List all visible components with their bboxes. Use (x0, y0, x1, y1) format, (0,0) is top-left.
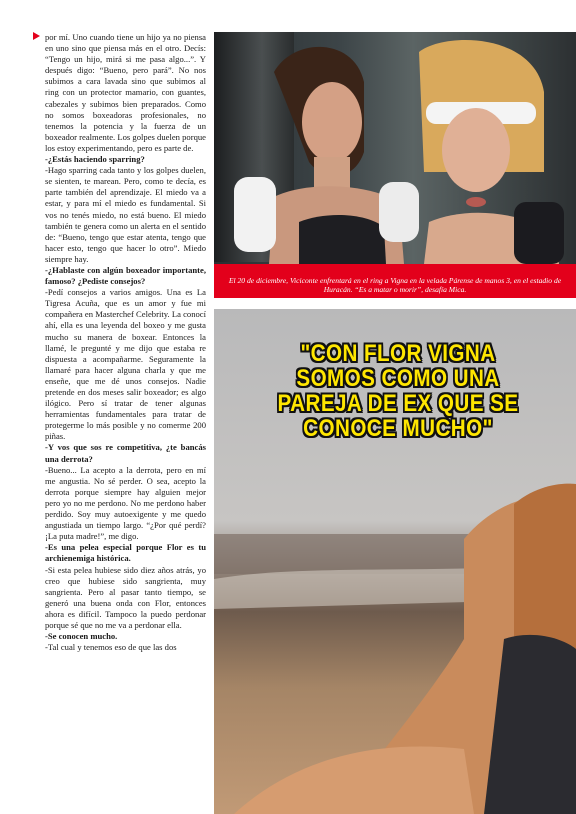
paragraph: por mí. Uno cuando tiene un hijo ya no piensa en uno sino que piensa más en el otro. Decís: “Tengo un hijo, mirá si me pasa algo...”. Y después digo: “Bueno, pero pará”. No nos subimos a cara lavada sino que subimos al ring con un protector mamario, con guantes, cabezales y subimos bien preparados. Como no somos boxeadoras profesionales, no tenemos la potencia y la fuerza de un boxeador realmente. Los golpes duelen porque los estoy experimentando, pero es parte de. (45, 32, 206, 153)
question: -¿Hablaste con algún boxeador importante, famoso? ¿Pediste consejos? (45, 264, 206, 287)
paragraph: -Si esta pelea hubiese sido diez años atrás, yo creo que hubiese sido sangrienta, muy sangrienta. Pero al pasar tanto tiempo, se generó una buena onda con Flor, entonces ahora es difícil. Tampoco la puedo perdonar porque sé que no me va a perdonar ella. (45, 564, 206, 630)
boxers-illustration (214, 32, 576, 298)
pull-quote-headline: "CON FLOR VIGNA SOMOS COMO UNA PAREJA DE EX QUE SE CONOCE MUCHO" (277, 340, 519, 442)
article-column (45, 32, 206, 814)
paragraph: -Bueno... La acepto a la derrota, pero en mí me angustia. No sé perder. O sea, acepto la derrota porque siempre hay alguien mejor pero yo no me perdono. No me perdono haber perdido. Soy muy autoexigente y me quedo angustiada un tiempo largo. “¿Por qué perdí? ¡La puta madre!”, me digo. (45, 464, 206, 542)
question: -Se conocen mucho. (45, 631, 118, 642)
beach-photo (214, 309, 576, 814)
question: -Y vos que sos re competitiva, ¿te bancás una derrota? (45, 442, 206, 464)
question: -Es una pelea especial porque Flor es tu archienemiga histórica. (45, 542, 206, 564)
photo-caption: El 20 de diciembre, Viciconte enfrentará en el ring a Vigna en la velada Párense de manos 3, en el estadio de Huracán. “Es a matar o morir”, desafía Mica. (228, 275, 562, 295)
paragraph: -Tal cual y tenemos eso de que las dos (45, 642, 177, 653)
question: -¿Estás haciendo sparring? (45, 154, 145, 165)
paragraph: -Pedí consejos a varios amigos. Una es La Tigresa Acuña, que es un amor y fue mi compañera en Masterchef Celebrity. La conocí ahí, ella es una leyenda del boxeo y me gusta mucho su manera de boxear. Entonces la llamé, le pregunté y me dijo que estaba re dispuesta a acompañarme. Seguramente la llamaré para hacer alguna charla y que me enseñe, que me dé unos consejos. Nadie pretende en dos meses salir boxeador; es algo ilógico. Pero sí tratar de tener algunas herramientas fundamentales para tratar de protegerme lo más posible y no comerme 200 piñas. (45, 287, 206, 442)
paragraph: -Hago sparring cada tanto y los golpes duelen, se sienten, te marean. Pero, como te decía, es parte también del aprendizaje. El miedo va a estar, y para mí el miedo es fundamental. Si vos no tenés miedo, no está bueno. El miedo también te genera como un alerta en el sentido de: “Bueno, tengo que estar atenta, tengo que hacer esto, tengo que hacer lo otro”. Miedo siempre hay. (45, 165, 206, 264)
continuation-arrow (33, 32, 40, 40)
boxing-photo (214, 32, 576, 298)
